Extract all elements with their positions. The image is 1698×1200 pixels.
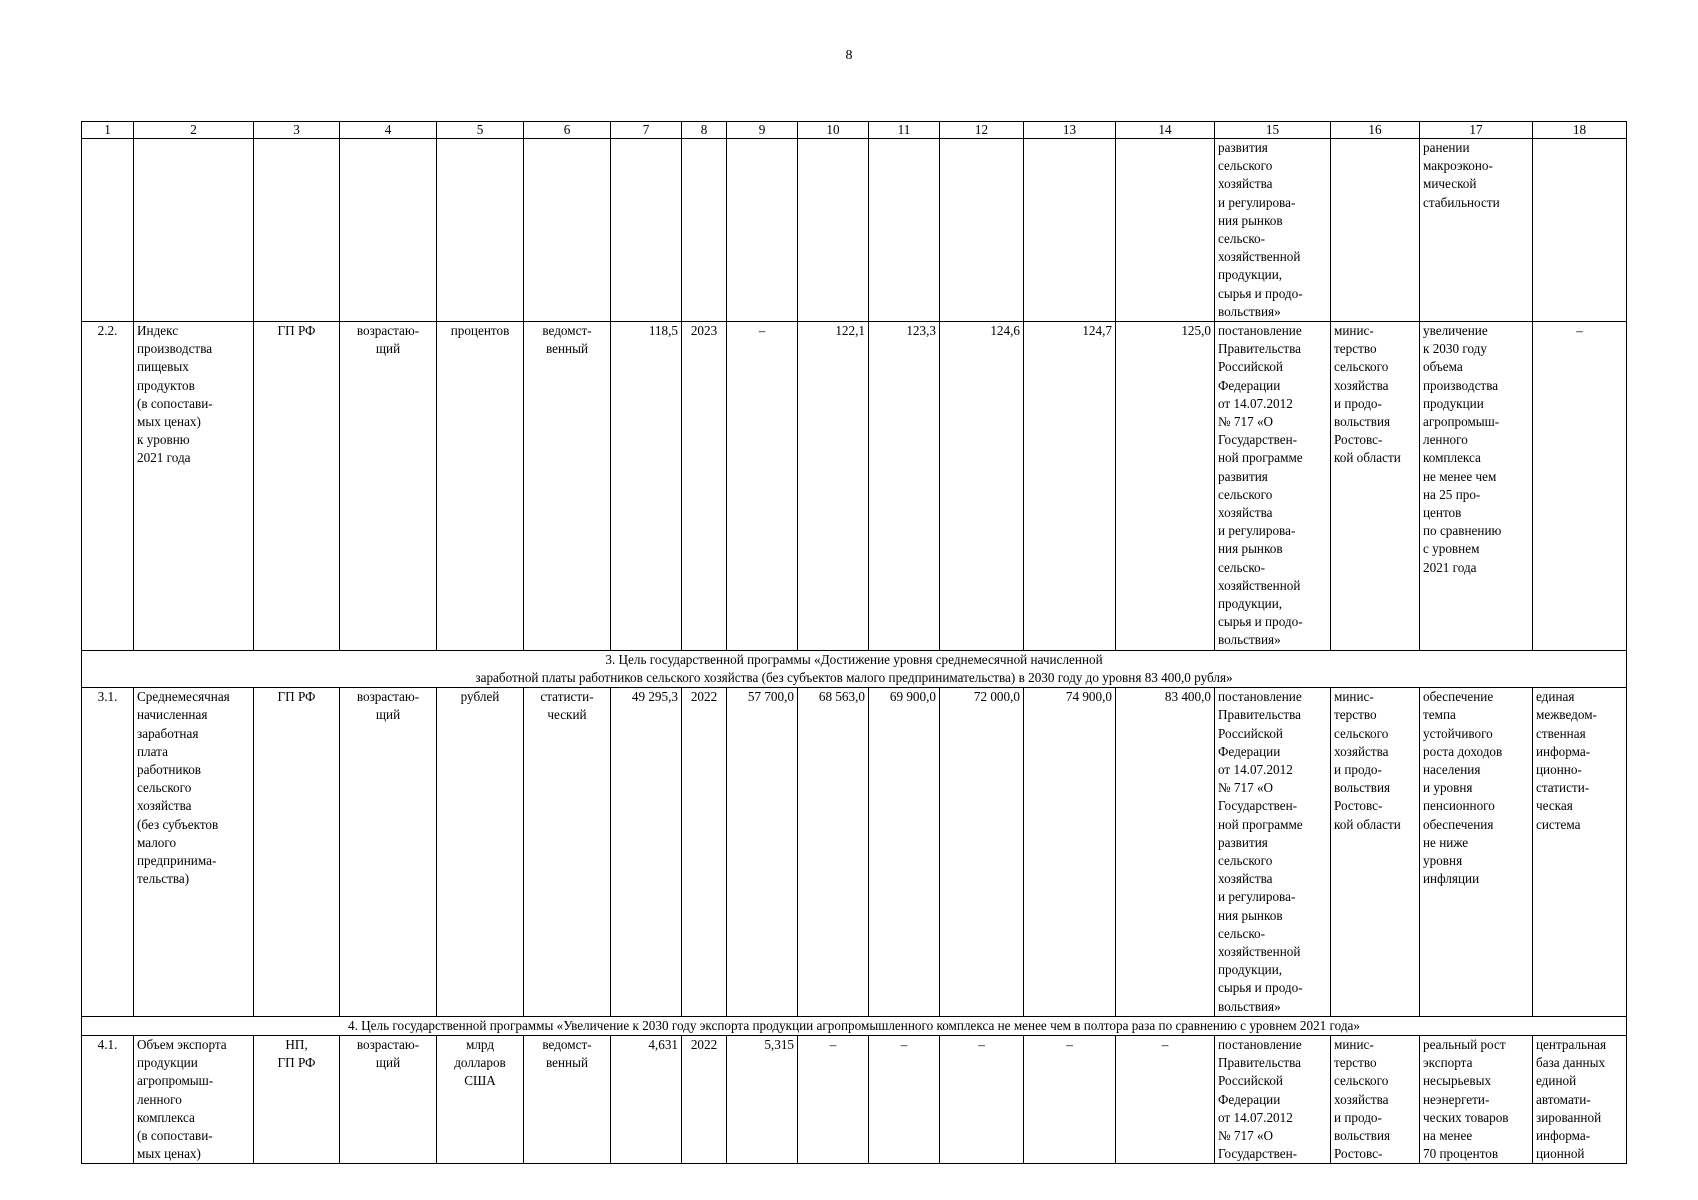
column-number: 18 <box>1533 122 1627 139</box>
table-row-continuation <box>82 139 1627 322</box>
responsible-cell: минис- терство сельского хозяйства и продо- вольствия Ростовс- <box>1331 1035 1420 1163</box>
table-row <box>82 688 1627 1017</box>
column-number: 14 <box>1116 122 1215 139</box>
level-cell: НП, ГП РФ <box>254 1035 340 1163</box>
column-number: 17 <box>1420 122 1533 139</box>
base-year: 2023 <box>682 322 727 651</box>
column-number-row <box>82 122 1627 139</box>
column-number: 4 <box>340 122 437 139</box>
column-number: 3 <box>254 122 340 139</box>
value-cell: 74 900,0 <box>1024 688 1116 1017</box>
goal-heading: 3. Цель государственной программы «Достижение уровня среднемесячной начисленной заработной платы работников сельского хозяйства (без субъектов малого предпринимательства) в 2030 году до уровня 83 400,0 рубля» <box>82 650 1627 687</box>
document-cell: развития сельского хозяйства и регулирова- ния рынков сельско- хозяйственной продукции, сырья и продо- вольствия» <box>1215 139 1331 322</box>
table-row <box>82 322 1627 651</box>
value-cell: – <box>869 1035 940 1163</box>
row-number: 2.2. <box>82 322 134 651</box>
document-cell: постановление Правительства Российской Федерации от 14.07.2012 № 717 «О Государствен- ной программе развития сельского хозяйства и регулирова- ния рынков сельско- хозяйственной продукции, сырья и продо- вольствия» <box>1215 322 1331 651</box>
info-system-cell: единая межведом- ственная информа- ционно- статисти- ческая система <box>1533 688 1627 1017</box>
value-cell: 69 900,0 <box>869 688 940 1017</box>
column-number: 16 <box>1331 122 1420 139</box>
value-cell: 123,3 <box>869 322 940 651</box>
row-number: 3.1. <box>82 688 134 1017</box>
value-cell: – <box>798 1035 869 1163</box>
level-cell: ГП РФ <box>254 322 340 651</box>
row-number: 4.1. <box>82 1035 134 1163</box>
base-value: 118,5 <box>611 322 682 651</box>
indicator-name: Индекс производства пищевых продуктов (в сопостави- мых ценах) к уровню 2021 года <box>134 322 254 651</box>
value-cell: 124,6 <box>940 322 1024 651</box>
base-year: 2022 <box>682 1035 727 1163</box>
value-cell: – <box>940 1035 1024 1163</box>
trend-cell: возрастаю- щий <box>340 688 437 1017</box>
document-cell: постановление Правительства Российской Федерации от 14.07.2012 № 717 «О Государствен- <box>1215 1035 1331 1163</box>
column-number: 6 <box>524 122 611 139</box>
value-cell: 125,0 <box>1116 322 1215 651</box>
responsible-cell: минис- терство сельского хозяйства и продо- вольствия Ростовс- кой области <box>1331 688 1420 1017</box>
value-cell: 57 700,0 <box>727 688 798 1017</box>
info-system-cell: – <box>1533 322 1627 651</box>
method-cell: ведомст- венный <box>524 1035 611 1163</box>
method-cell: статисти- ческий <box>524 688 611 1017</box>
value-cell: 83 400,0 <box>1116 688 1215 1017</box>
value-cell: 5,315 <box>727 1035 798 1163</box>
goal-heading: 4. Цель государственной программы «Увеличение к 2030 году экспорта продукции агропромышленного комплекса не менее чем в полтора раза по сравнению с уровнем 2021 года» <box>82 1016 1627 1035</box>
value-cell: 72 000,0 <box>940 688 1024 1017</box>
column-number: 13 <box>1024 122 1116 139</box>
value-cell: – <box>1116 1035 1215 1163</box>
method-cell: ведомст- венный <box>524 322 611 651</box>
indicator-name: Объем экспорта продукции агропромыш- ленного комплекса (в сопостави- мых ценах) <box>134 1035 254 1163</box>
link-cell: ранении макроэконо- мической стабильности <box>1420 139 1533 322</box>
base-value: 4,631 <box>611 1035 682 1163</box>
indicator-name: Среднемесячная начисленная заработная плата работников сельского хозяйства (без субъектов малого предпринима- тельства) <box>134 688 254 1017</box>
column-number: 12 <box>940 122 1024 139</box>
link-cell: обеспечение темпа устойчивого роста доходов населения и уровня пенсионного обеспечения не ниже уровня инфляции <box>1420 688 1533 1017</box>
unit-cell: рублей <box>437 688 524 1017</box>
page-number: 8 <box>845 48 853 63</box>
goal-row <box>82 650 1627 687</box>
column-number: 15 <box>1215 122 1331 139</box>
column-number: 11 <box>869 122 940 139</box>
column-number: 9 <box>727 122 798 139</box>
unit-cell: процентов <box>437 322 524 651</box>
table-row <box>82 1035 1627 1163</box>
goal-row <box>82 1016 1627 1035</box>
value-cell: – <box>727 322 798 651</box>
unit-cell: млрд долларов США <box>437 1035 524 1163</box>
link-cell: реальный рост экспорта несырьевых неэнергети- ческих товаров на менее 70 процентов <box>1420 1035 1533 1163</box>
base-year: 2022 <box>682 688 727 1017</box>
value-cell: 68 563,0 <box>798 688 869 1017</box>
column-number: 1 <box>82 122 134 139</box>
indicators-table <box>81 121 1627 1164</box>
column-number: 2 <box>134 122 254 139</box>
info-system-cell: центральная база данных единой автомати- зированной информа- ционной <box>1533 1035 1627 1163</box>
column-number: 10 <box>798 122 869 139</box>
level-cell: ГП РФ <box>254 688 340 1017</box>
value-cell: 124,7 <box>1024 322 1116 651</box>
document-cell: постановление Правительства Российской Федерации от 14.07.2012 № 717 «О Государствен- ной программе развития сельского хозяйства и регулирова- ния рынков сельско- хозяйственной продукции, сырья и продо- вольствия» <box>1215 688 1331 1017</box>
column-number: 7 <box>611 122 682 139</box>
column-number: 5 <box>437 122 524 139</box>
value-cell: 122,1 <box>798 322 869 651</box>
trend-cell: возрастаю- щий <box>340 322 437 651</box>
column-number: 8 <box>682 122 727 139</box>
trend-cell: возрастаю- щий <box>340 1035 437 1163</box>
responsible-cell: минис- терство сельского хозяйства и продо- вольствия Ростовс- кой области <box>1331 322 1420 651</box>
link-cell: увеличение к 2030 году объема производства продукции агропромыш- ленного комплекса не менее чем на 25 про- центов по сравнению с уровнем 2021 года <box>1420 322 1533 651</box>
base-value: 49 295,3 <box>611 688 682 1017</box>
value-cell: – <box>1024 1035 1116 1163</box>
